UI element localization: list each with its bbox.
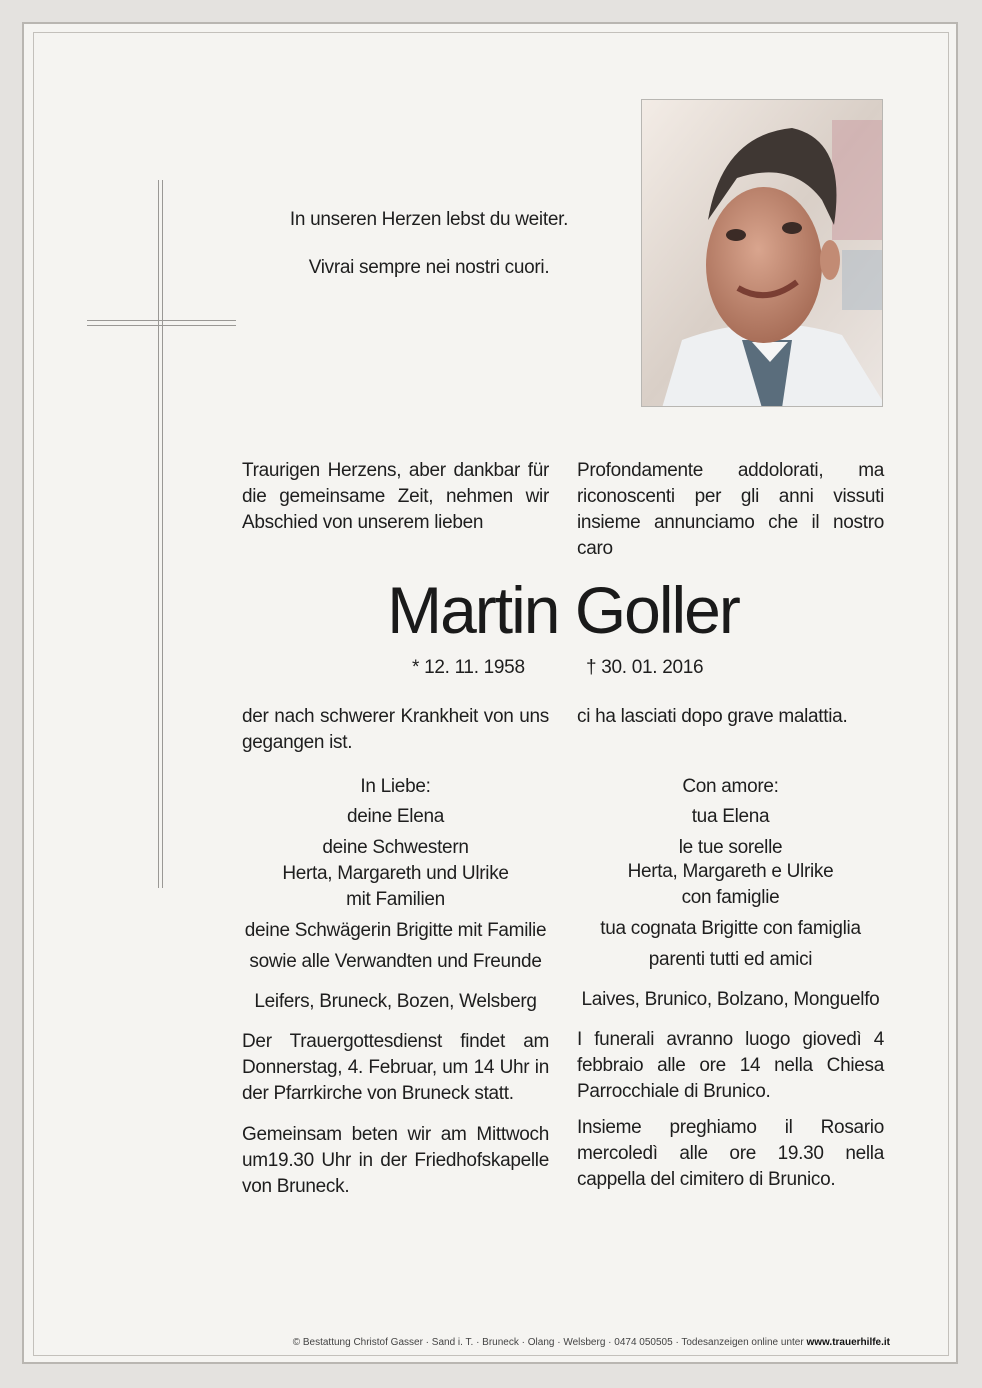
cause-de: der nach schwerer Krankheit von uns gegangen ist. [242,706,549,753]
portrait-photo [641,99,883,407]
cause-it: ci ha lasciati dopo grave malattia. [577,706,848,727]
motto-de: In unseren Herzen lebst du weiter. [289,209,569,230]
family-inlaw-it: tua cognata Brigitte con famiglia [600,918,861,939]
intro-de: Traurigen Herzens, aber dankbar für die gemeinsame Zeit, nehmen wir Abschied von unserem lieben [242,460,549,533]
family-siblings-suffix-de: mit Familien [346,889,445,910]
family-relatives-it: parenti tutti ed amici [648,949,813,970]
rosary-it: Insieme preghiamo il Rosario mercoledì alle ore 19.30 nella cappella del cimitero di Brunico. [577,1117,884,1190]
deceased-name: Martin Goller [387,573,739,647]
birth-date: * 12. 11. 1958 [412,657,525,678]
footer-credit-text: © Bestattung Christof Gasser · Sand i. T. · Bruneck · Olang · Welsberg · 0474 050505 · Todesanzeigen online unter [292,1337,807,1348]
family-spouse-de: deine Elena [346,806,445,827]
rosary-de: Gemeinsam beten wir am Mittwoch um19.30 Uhr in der Friedhofskapelle von Bruneck. [242,1124,549,1197]
family-siblings-title-de: deine Schwestern [322,837,469,858]
family-header-it: Con amore: [682,776,779,797]
footer-credit [242,1337,890,1348]
service-it: I funerali avranno luogo giovedì 4 febbraio alle ore 14 nella Chiesa Parrocchiale di Brunico. [577,1029,884,1102]
family-siblings-names-de: Herta, Margareth und Ulrike [282,863,509,884]
family-inlaw-de: deine Schwägerin Brigitte mit Familie [244,920,547,941]
intro-it: Profondamente addolorati, ma riconoscenti per gli anni vissuti insieme annunciamo che il nostro caro [577,460,884,559]
death-date: † 30. 01. 2016 [586,657,704,678]
family-relatives-de: sowie alle Verwandten und Freunde [249,951,542,972]
places-it: Laives, Brunico, Bolzano, Monguelfo [581,989,880,1010]
family-header-de: In Liebe: [360,776,431,797]
motto-it: Vivrai sempre nei nostri cuori. [308,257,550,278]
family-spouse-it: tua Elena [691,806,770,827]
family-siblings-names-it: Herta, Margareth e Ulrike [627,861,834,882]
family-siblings-title-it: le tue sorelle [678,837,783,858]
places-de: Leifers, Bruneck, Bozen, Welsberg [254,991,537,1012]
family-siblings-suffix-it: con famiglie [681,887,780,908]
service-de: Der Trauergottesdienst findet am Donnerstag, 4. Februar, um 14 Uhr in der Pfarrkirche von Bruneck statt. [242,1031,549,1104]
footer-url: www.trauerhilfe.it [806,1337,890,1348]
